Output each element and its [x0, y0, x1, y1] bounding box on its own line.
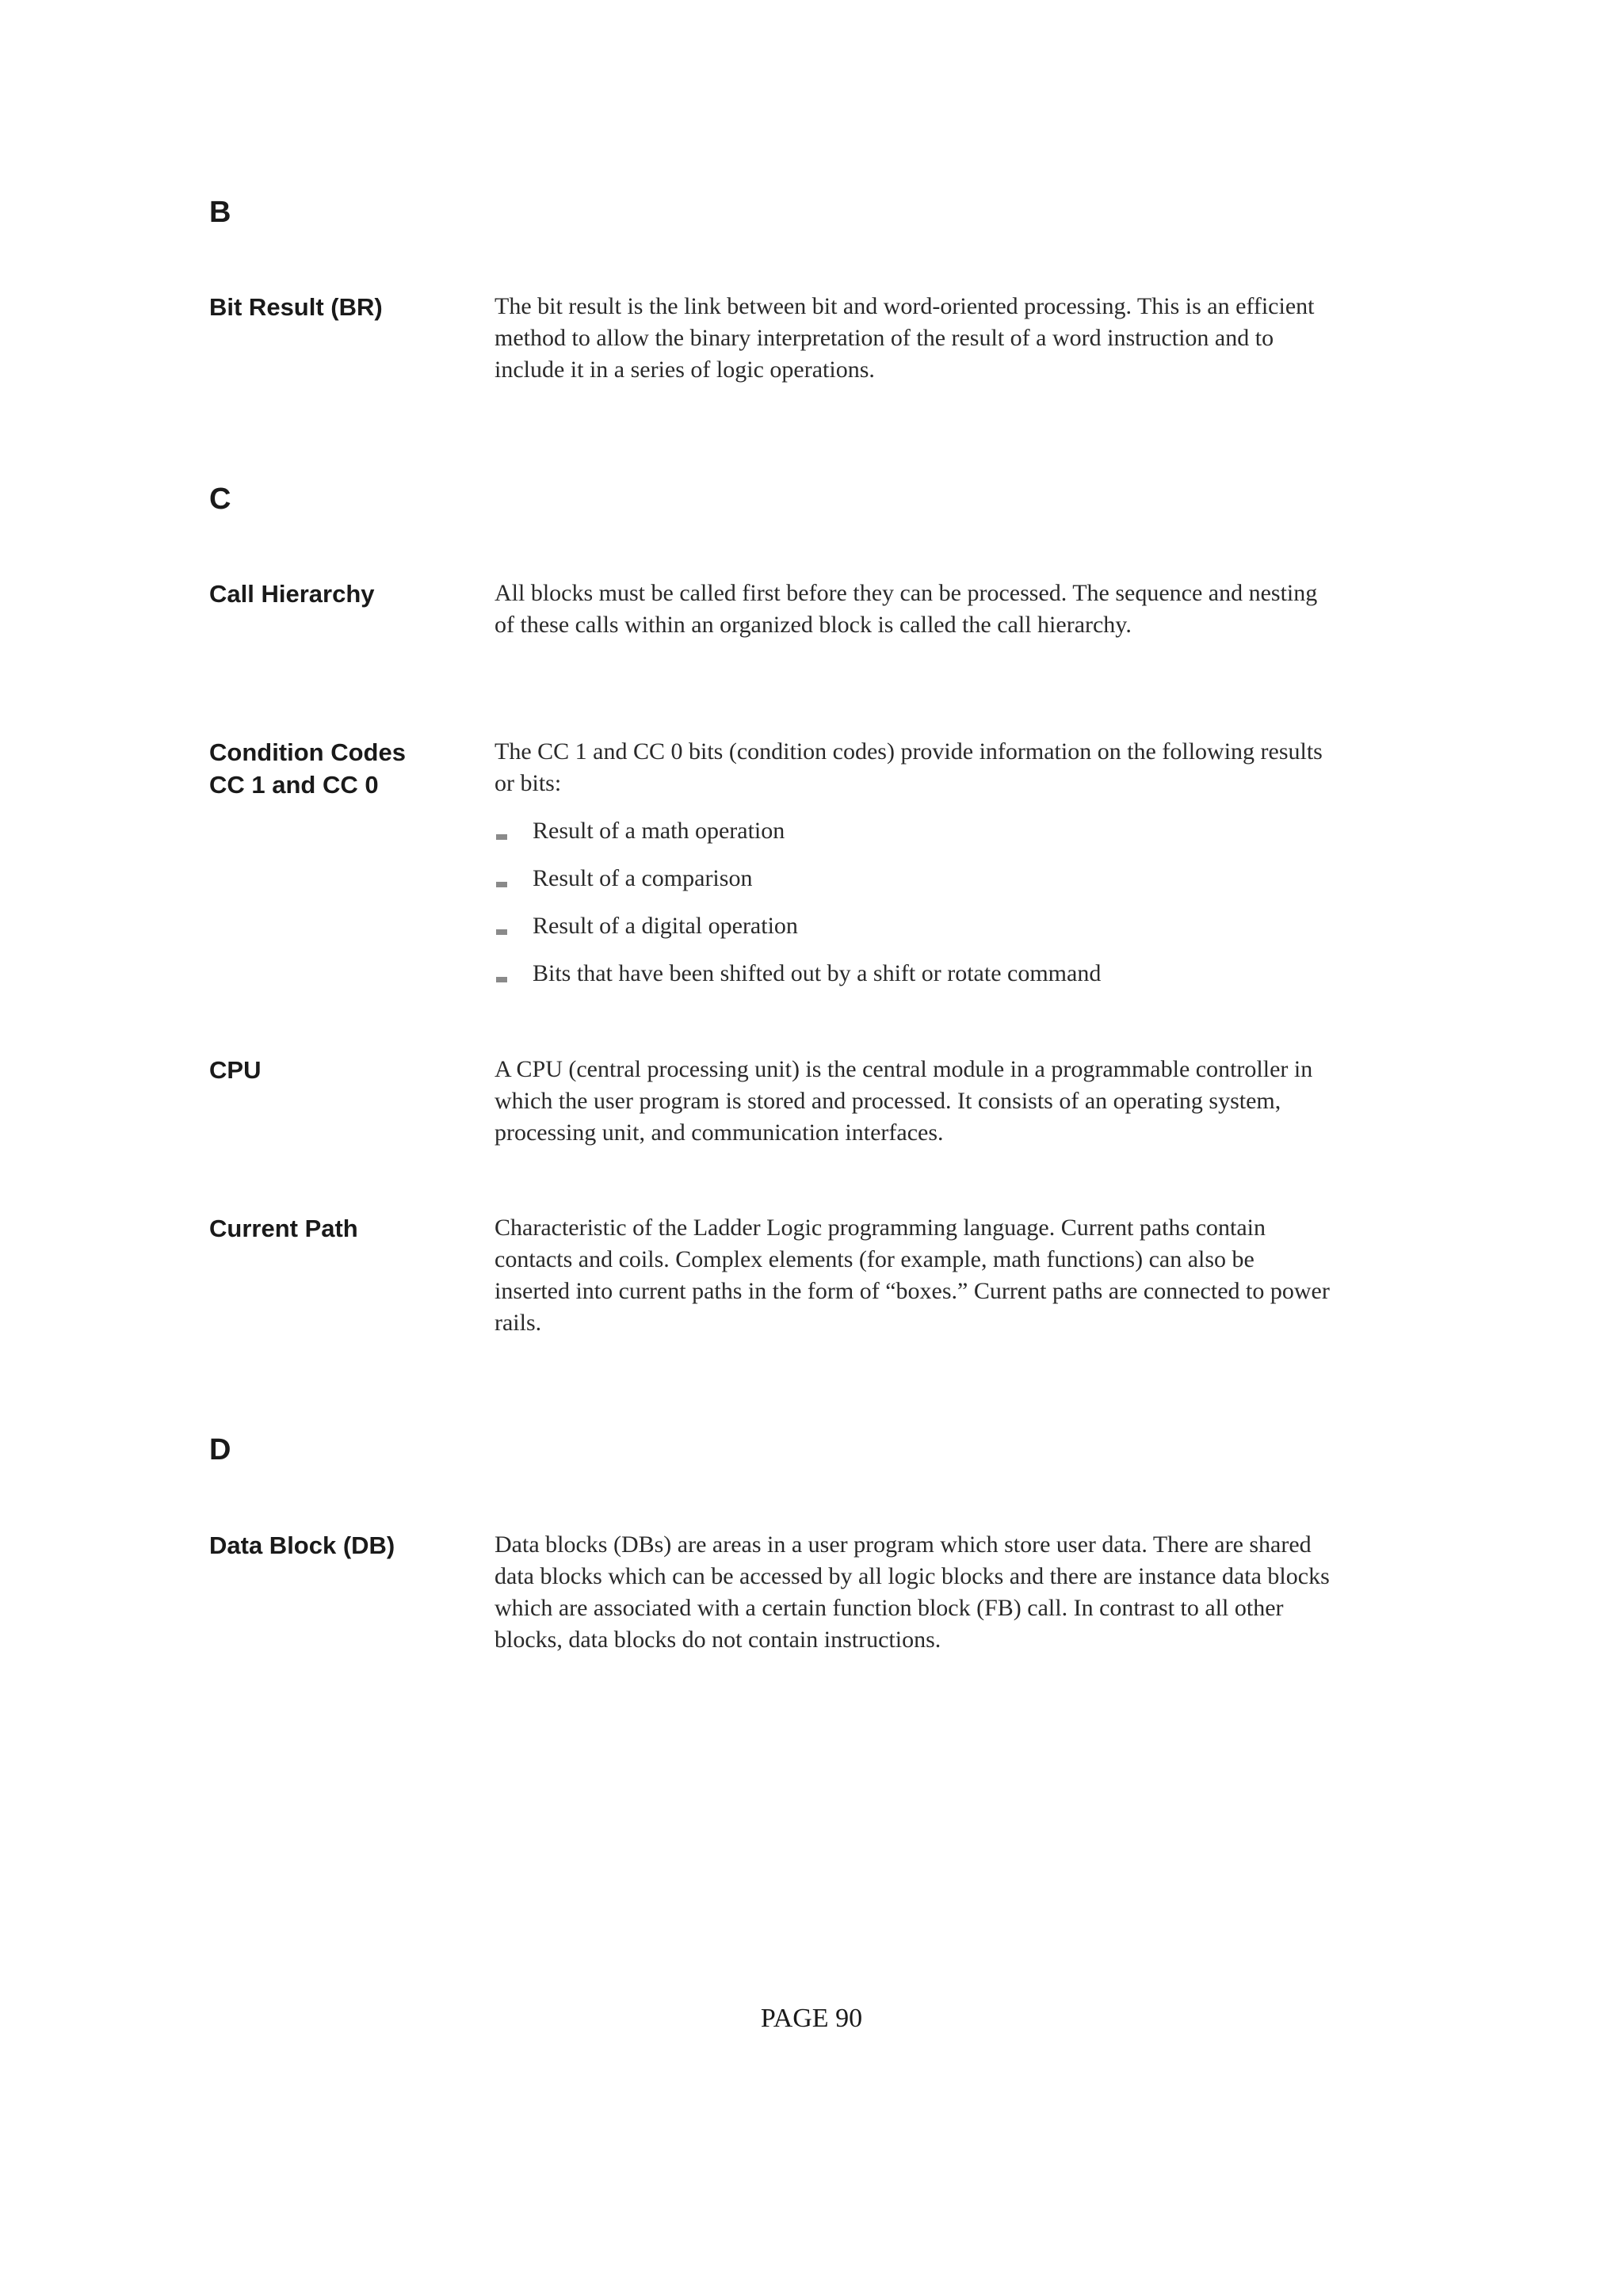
- bullet-list: [495, 815, 1335, 990]
- section-letter-c: C: [209, 482, 231, 516]
- section-letter-b: B: [209, 196, 231, 229]
- term-data-block: Data Block (DB): [209, 1531, 395, 1559]
- definition-call-hierarchy: [495, 578, 1335, 641]
- definition-text: The CC 1 and CC 0 bits (condition codes) provide information on the following results or bits:: [495, 738, 1323, 796]
- definition-data-block: [495, 1529, 1335, 1656]
- dash-bullet-icon: [496, 834, 507, 840]
- definition-bit-result: [495, 291, 1335, 386]
- definition-cpu: [495, 1054, 1335, 1149]
- definition-text: Data blocks (DBs) are areas in a user program which store user data. There are shared data blocks which can be accessed by all logic blocks and there are instance data blocks which are associated with a certain function block (FB) call. In contrast to all other blocks, data blocks do not contain instructions.: [495, 1531, 1330, 1653]
- definition-text: Characteristic of the Ladder Logic programming language. Current paths contain contacts and coils. Complex elements (for example, math functions) can also be inserted into current paths in the form of “boxes.” Current paths are connected to power rails.: [495, 1215, 1330, 1336]
- dash-bullet-icon: [496, 977, 507, 982]
- definition-text: The bit result is the link between bit and word-oriented processing. This is an efficient method to allow the binary interpretation of the result of a word instruction and to include it in a series of logic operations.: [495, 293, 1315, 383]
- definition-current-path: [495, 1212, 1335, 1339]
- list-item: [495, 910, 1335, 942]
- term-line: Condition Codes: [209, 738, 406, 766]
- definition-text: A CPU (central processing unit) is the central module in a programmable controller in which the user program is stored and processed. It consists of an operating system, processing unit, and communication interfaces.: [495, 1056, 1313, 1146]
- term-condition-codes: [209, 736, 479, 801]
- term-current-path: Current Path: [209, 1215, 358, 1242]
- section-letter-d: D: [209, 1433, 231, 1466]
- definition-text: All blocks must be called first before they can be processed. The sequence and nesting of these calls within an organized block is called the call hierarchy.: [495, 580, 1318, 638]
- page-number: PAGE 90: [760, 2004, 863, 2033]
- list-item-text: Result of a comparison: [533, 865, 753, 891]
- list-item: [495, 815, 1335, 847]
- term-bit-result: Bit Result (BR): [209, 293, 383, 321]
- list-item-text: Result of a digital operation: [533, 913, 798, 939]
- list-item: [495, 958, 1335, 990]
- dash-bullet-icon: [496, 882, 507, 887]
- term-call-hierarchy: Call Hierarchy: [209, 580, 375, 608]
- dash-bullet-icon: [496, 929, 507, 935]
- list-item-text: Result of a math operation: [533, 818, 785, 844]
- list-item-text: Bits that have been shifted out by a shift or rotate command: [533, 960, 1102, 986]
- term-cpu: CPU: [209, 1056, 262, 1084]
- definition-condition-codes: [495, 736, 1335, 1005]
- term-line: CC 1 and CC 0: [209, 771, 379, 799]
- list-item: [495, 863, 1335, 894]
